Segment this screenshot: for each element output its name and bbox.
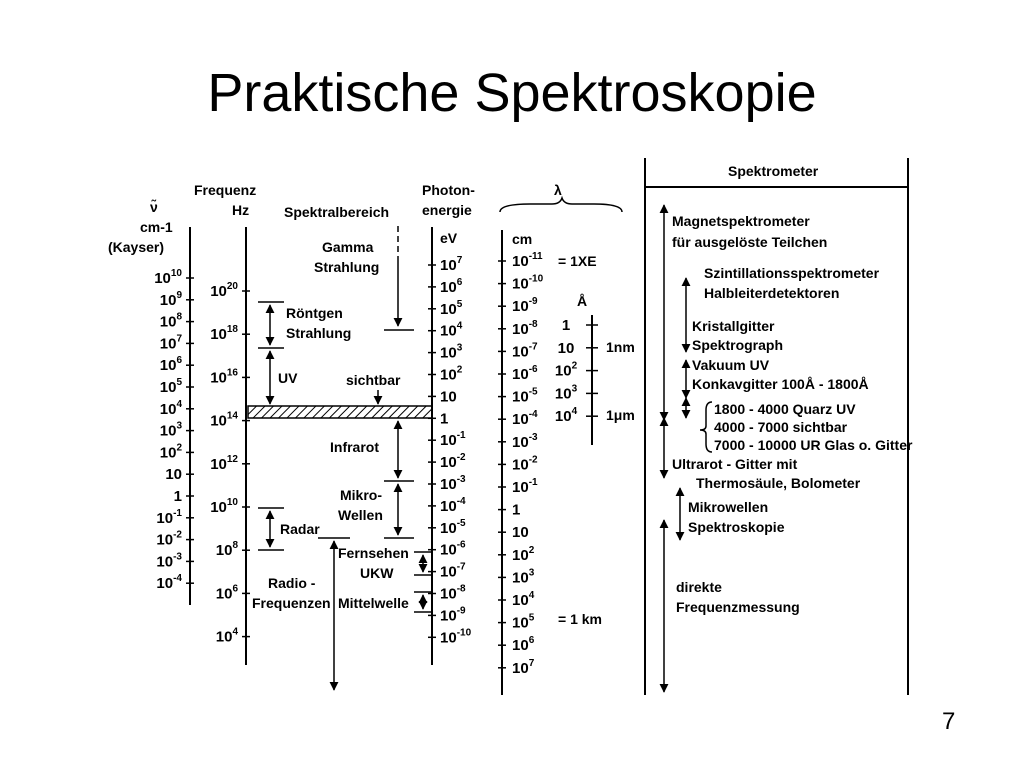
tv-label: Fernsehen [338,545,409,561]
wavenumber-ticks [154,268,194,592]
region-tv-fm [318,538,432,690]
photon-label-2: energie [422,202,472,218]
cm-tick-label: $10^{-7}$ [512,341,538,361]
frequency-tick-label: $10^{20}$ [210,281,238,300]
frequency-tick-label: $10^8$ [215,540,238,560]
spectrometer-scintillation-2: Halbleiterdetektoren [704,285,840,301]
cm-tick-label: $10^{-3}$ [512,431,538,451]
microwave-label: Mikro- [340,487,382,503]
wavenumber-tick-label: $10^{-1}$ [156,507,182,527]
angstrom-tick-label: $10^3$ [554,383,578,403]
ev-tick-label: $10^{-2}$ [440,452,466,472]
ev-tick-label: $10^{-8}$ [440,583,466,603]
uv-label: UV [278,370,298,386]
wavenumber-tick-label: $10^6$ [159,355,182,375]
fm-label: UKW [360,565,394,581]
cm-tick-label: $10^{-9}$ [512,296,538,316]
ev-tick-label: $10^{-3}$ [440,474,466,493]
cm-tick-label: $10^{-1}$ [512,477,538,496]
ev-tick-label: $10^{-10}$ [440,627,472,647]
ev-tick-label: $10^4$ [440,320,463,340]
spectrometer-direct-2: Frequenzmessung [676,599,800,615]
ev-tick-label: 10 [440,388,457,406]
ev-tick-label: $10^6$ [440,276,463,296]
ev-tick-label: $10^3$ [440,342,463,362]
spectrometer-scintillation: Szintillationsspektrometer [704,265,880,281]
frequency-tick-label: $10^6$ [215,583,238,603]
spectrometer-infrared-grating-2: Thermosäule, Bolometer [696,475,861,491]
cm-tick-label: $10^{-8}$ [512,318,538,338]
ev-tick-label: $10^2$ [440,364,463,384]
microwave-label-2: Wellen [338,507,383,523]
photon-energy-ticks [428,255,472,646]
region-visible [346,372,401,404]
spectrometer-crystal: Kristallgitter [692,318,775,334]
frequency-label: Frequenz [194,182,257,198]
wavenumber-tick-label: $10^{10}$ [154,268,182,287]
ev-tick-label: $10^{-1}$ [440,430,466,450]
cm-unit: cm [512,231,533,247]
wavenumber-tick-label: $10^4$ [159,398,182,418]
cm-note-1xe: = 1XE [558,253,597,269]
radio-label-2: Frequenzen [252,595,331,611]
cm-tick-label: $10^4$ [512,590,535,609]
spectrometer-vacuum-uv-2: Konkavgitter 100Å - 1800Å [692,376,869,392]
cm-tick-label: $10^5$ [512,612,535,632]
cm-tick-label: $10^6$ [512,635,535,655]
photon-label: Photon- [422,182,475,198]
ev-tick-label: $10^{-6}$ [440,539,466,559]
infrared-label: Infrarot [330,439,379,455]
cm-tick-label: 10 [512,524,529,542]
frequency-tick-label: $10^{14}$ [210,410,238,430]
cm-tick-label: $10^{-4}$ [512,409,538,429]
radar-label: Radar [280,521,320,537]
lambda-brace [500,198,622,212]
cm-tick-label: $10^{-10}$ [512,273,544,293]
cm-tick-label: $10^{-11}$ [512,251,543,270]
angstrom-mark-1um: 1μm [606,407,635,423]
lambda-header: λ [554,182,562,198]
wavenumber-unit-name: (Kayser) [108,239,165,255]
frequency-tick-label: $10^{10}$ [210,497,238,516]
wavenumber-tick-label: $10^5$ [159,377,182,396]
roentgen-label-2: Strahlung [286,325,352,341]
wavenumber-tick-label: $10^9$ [159,289,182,309]
spectrometer-magnetic: Magnetspektrometer [672,213,810,229]
cm-tick-label: $10^{-5}$ [512,386,538,406]
wavenumber-tick-label: $10^{-4}$ [156,573,182,593]
cm-tick-label: $10^{-6}$ [512,364,538,383]
region-infrared [330,421,414,481]
ev-tick-label: $10^5$ [440,298,463,318]
wavenumber-symbol: ν̃ [150,199,158,215]
page-number: 7 [942,708,956,735]
header-photon [422,182,475,218]
cm-tick-label: $10^2$ [512,544,535,564]
gamma-label-2: Strahlung [314,259,380,275]
spectrometer-microwave-2: Spektroskopie [688,519,785,535]
region-mediumwave [338,592,432,612]
slide-title: Praktische Spektroskopie [207,63,817,123]
region-microwave [338,484,414,538]
ev-tick-label: $10^{-7}$ [440,561,466,581]
wavenumber-tick-label: 1 [173,488,182,505]
spectrometer-direct: direkte [676,579,722,595]
cm-tick-label: $10^{-2}$ [512,454,538,474]
cm-tick-label: $10^3$ [512,567,535,587]
spectrometer-ur-glass: 7000 - 10000 UR Glas o. Gitter [714,437,913,453]
angstrom-tick-label: $10^2$ [554,360,578,380]
frequency-tick-label: $10^4$ [215,626,238,646]
cm-tick-label: 1 [512,501,521,519]
angstrom-tick-label: 1 [561,317,571,334]
spectrometer-magnetic-2: für ausgelöste Teilchen [672,234,828,250]
roentgen-label: Röntgen [286,305,343,321]
ev-tick-label: 1 [440,410,449,428]
region-radio [252,575,331,611]
wavenumber-tick-label: $10^3$ [159,420,182,440]
mediumwave-label: Mittelwelle [338,595,409,611]
visible-band [248,406,432,418]
wavelength-cm-ticks [498,251,544,677]
region-uv [270,351,298,404]
wavenumber-tick-label: $10^8$ [159,311,182,331]
spectrometer-panel [645,158,913,695]
frequency-tick-label: $10^{18}$ [210,324,238,344]
wavenumber-tick-label: $10^{-2}$ [156,529,182,549]
angstrom-unit: Å [577,293,588,309]
spectrometer-header: Spektrometer [728,163,819,179]
header-wavenumber [108,198,173,255]
ev-tick-label: $10^{-4}$ [440,495,466,515]
frequency-tick-label: $10^{12}$ [210,453,238,473]
region-radar [258,508,320,550]
spectrometer-crystal-2: Spektrograph [692,337,784,353]
ev-tick-label: $10^{-9}$ [440,605,466,625]
frequency-tick-label: $10^{16}$ [210,367,238,387]
wavenumber-tick-label: $10^{-3}$ [156,551,182,571]
header-frequency [194,182,256,218]
region-roentgen [258,302,351,348]
frequency-ticks [210,281,250,646]
spectral-range-header: Spektralbereich [284,204,390,220]
cm-tick-label: $10^7$ [512,657,535,677]
spectrometer-infrared-grating: Ultrarot - Gitter mit [672,456,798,472]
angstrom-mark-1nm: 1nm [606,339,635,355]
ev-unit: eV [440,230,458,246]
wavenumber-tick-label: 10 [165,466,182,484]
spectrometer-vacuum-uv: Vakuum UV [692,357,770,373]
angstrom-tick-label: $10^4$ [554,406,578,426]
gamma-label: Gamma [322,239,374,255]
spectrometer-quartz-uv: 1800 - 4000 Quarz UV [714,401,856,417]
spectrometer-visible: 4000 - 7000 sichtbar [714,419,848,435]
spectrometer-microwave: Mikrowellen [688,499,769,515]
frequency-unit: Hz [232,202,250,218]
radio-label: Radio - [268,575,316,591]
wavenumber-unit: cm-1 [140,219,173,235]
wavenumber-tick-label: $10^7$ [159,333,182,353]
ev-tick-label: $10^{-5}$ [440,517,466,537]
ev-tick-label: $10^7$ [440,255,463,274]
visible-label: sichtbar [346,372,401,388]
angstrom-tick-label: 10 [557,339,575,357]
cm-note-1km: = 1 km [558,611,602,627]
wavenumber-tick-label: $10^2$ [159,442,182,462]
